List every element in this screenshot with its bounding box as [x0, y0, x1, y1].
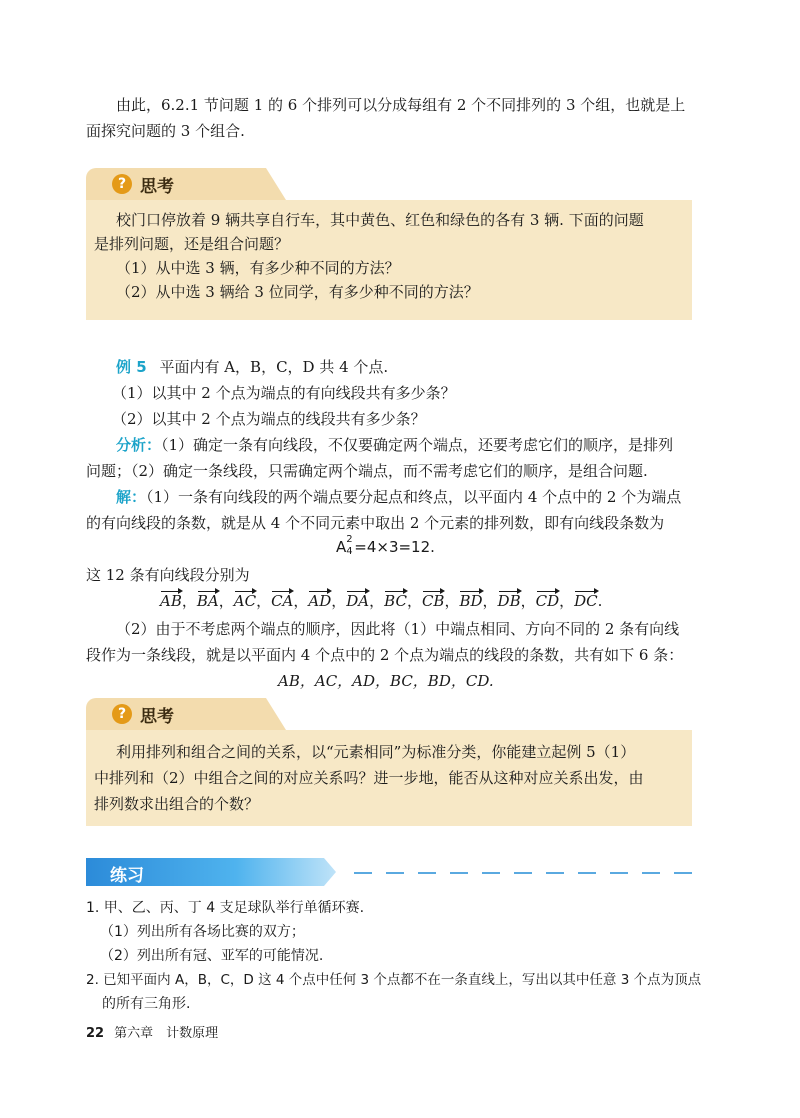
vector-separator: ， — [559, 592, 575, 610]
divider-dash — [674, 872, 692, 874]
formula — [336, 534, 435, 557]
exercise-1b: （2）列出所有冠、亚军的可能情况. — [100, 948, 324, 964]
vector-separator: ， — [293, 592, 309, 610]
divider-dash — [418, 872, 436, 874]
vector-separator: ， — [406, 592, 422, 610]
formula-sup: 2 — [346, 534, 353, 545]
vector-separator: ， — [520, 592, 536, 610]
think-line: 利用排列和组合之间的关系，以“元素相同”为标准分类，你能建立起例 5（1） — [116, 743, 636, 761]
vector-ab: AB — [160, 588, 182, 610]
exercise-1: 1. 甲、乙、丙、丁 4 支足球队举行单循环赛. — [86, 900, 365, 916]
think-box-1 — [86, 176, 692, 320]
page-footer — [86, 1022, 218, 1041]
think-line: （1）从中选 3 辆，有多少种不同的方法？ — [116, 259, 400, 277]
solution-line-4: （2）由于不考虑两个端点的顺序，因此将（1）中端点相同、方向不同的 2 条有向线 — [116, 620, 680, 638]
example-label: 例 5 — [116, 358, 147, 376]
vector-ad: AD — [308, 588, 331, 610]
vector-cd: CD — [536, 588, 560, 610]
vector-separator: ， — [218, 592, 234, 610]
divider-dash — [578, 872, 596, 874]
solution-line-1 — [116, 486, 681, 507]
analysis-label: 分析： — [116, 436, 162, 454]
example-q1: （1）以其中 2 个点为端点的有向线段共有多少条？ — [112, 384, 456, 402]
solution-label: 解： — [116, 488, 147, 506]
think-body — [94, 232, 674, 256]
divider-dash — [546, 872, 564, 874]
vector-separator: ， — [331, 592, 347, 610]
divider-dash — [514, 872, 532, 874]
analysis-text: （1）确定一条有向线段，不仅要确定两个端点，还要考虑它们的顺序，是排列 — [161, 436, 674, 454]
think-title: 思考 — [140, 177, 174, 197]
practice-header — [86, 858, 690, 886]
exercise-2b: 的所有三角形. — [102, 996, 191, 1012]
vector-ca: CA — [271, 588, 293, 610]
think-body — [116, 208, 696, 232]
solution-line-2: 的有向线段的条数，就是从 4 个不同元素中取出 2 个元素的排列数，即有向线段条数为 — [86, 514, 665, 532]
solution-line-5: 段作为一条线段，就是以平面内 4 个点中的 2 个点为端点的线段的条数，共有如下 6 条： — [86, 646, 684, 664]
divider-dash — [354, 872, 372, 874]
vector-separator: ， — [444, 592, 460, 610]
divider-dash — [610, 872, 628, 874]
question-icon: ? — [112, 704, 132, 724]
example-stem: 平面内有 A，B，C，D 共 4 个点. — [159, 358, 389, 376]
vector-separator: ， — [482, 592, 498, 610]
vector-db: DB — [498, 588, 521, 610]
divider-dash — [386, 872, 404, 874]
page-number: 22 — [86, 1026, 105, 1041]
vector-bd: BD — [459, 588, 482, 610]
formula-sub: 4 — [346, 546, 353, 557]
formula-rest: =4×3=12. — [354, 538, 435, 556]
vector-list — [160, 588, 602, 611]
think-title: 思考 — [140, 707, 174, 727]
vector-da: DA — [346, 588, 369, 610]
question-icon: ? — [112, 174, 132, 194]
vector-separator: ， — [256, 592, 272, 610]
vector-bc: BC — [384, 588, 407, 610]
analysis-line-1 — [116, 434, 673, 455]
vector-ba: BA — [197, 588, 219, 610]
vector-separator: . — [597, 592, 603, 610]
divider-dash — [450, 872, 468, 874]
chapter-title: 第六章 计数原理 — [114, 1026, 219, 1041]
solution-line-3: 这 12 条有向线段分别为 — [86, 566, 250, 584]
think-line: 排列数求出组合的个数？ — [94, 795, 260, 813]
practice-title: 练习 — [110, 866, 144, 886]
vector-separator: ， — [181, 592, 197, 610]
segment-list: AB，AC，AD，BC，BD，CD. — [278, 672, 494, 690]
divider-dash — [482, 872, 500, 874]
vector-dc: DC — [574, 588, 598, 610]
vector-separator: ， — [369, 592, 385, 610]
think-line: 校门口停放着 9 辆共享自行车，其中黄色、红色和绿色的各有 3 辆. 下面的问题 — [116, 211, 644, 229]
formula-A: A — [336, 538, 347, 556]
think-line: 是排列问题，还是组合问题？ — [94, 235, 290, 253]
example-q2: （2）以其中 2 个点为端点的线段共有多少条？ — [112, 410, 426, 428]
intro-line-1: 由此，6.2.1 节问题 1 的 6 个排列可以分成每组有 2 个不同排列的 3 个组，也就是上 — [116, 96, 686, 114]
analysis-line-2: 问题；（2）确定一条线段，只需确定两个端点，而不需考虑它们的顺序，是组合问题. — [86, 462, 648, 480]
think-line: 中排列和（2）中组合之间的对应关系吗？进一步地，能否从这种对应关系出发，由 — [94, 769, 644, 787]
example-stem-line — [116, 356, 388, 377]
exercise-2a: 2. 已知平面内 A，B，C，D 这 4 个点中任何 3 个点都不在一条直线上，写出以其中任意 3 个点为顶点 — [86, 972, 702, 988]
think-box-2 — [86, 706, 692, 826]
vector-ac: AC — [234, 588, 256, 610]
exercise-1a: （1）列出所有各场比赛的双方； — [100, 924, 305, 940]
think-body — [116, 256, 696, 280]
think-line: （2）从中选 3 辆给 3 位同学，有多少种不同的方法？ — [116, 283, 479, 301]
divider-dash — [642, 872, 660, 874]
solution-text: （1）一条有向线段的两个端点要分起点和终点，以平面内 4 个点中的 2 个为端点 — [146, 488, 682, 506]
intro-line-2: 面探究问题的 3 个组合. — [86, 122, 245, 140]
vector-cb: CB — [422, 588, 445, 610]
think-body — [116, 280, 696, 304]
